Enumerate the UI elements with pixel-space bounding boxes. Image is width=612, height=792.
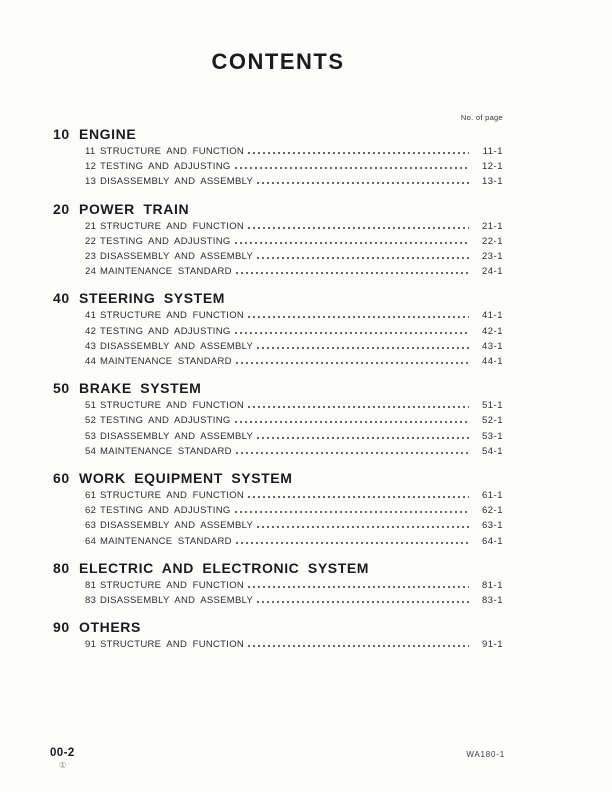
- entry-number: 64: [85, 535, 97, 547]
- section-title: BRAKE SYSTEM: [79, 380, 202, 397]
- footer-left: [50, 747, 75, 770]
- entry-page-number: 83-1: [481, 595, 503, 607]
- dot-leader: [235, 167, 469, 169]
- entry-number: 41: [85, 310, 97, 322]
- entry-page-number: 63-1: [481, 520, 503, 532]
- entry-number: 83: [85, 595, 97, 607]
- section-title: POWER TRAIN: [79, 200, 190, 217]
- section-entries: [53, 578, 503, 608]
- entry-label: STRUCTURE AND FUNCTION: [100, 579, 245, 591]
- entry-number: 62: [85, 505, 97, 517]
- dot-leader: [235, 511, 469, 513]
- dot-leader: [235, 242, 469, 244]
- toc-entry: [85, 308, 503, 323]
- section-number: 10: [53, 126, 70, 142]
- section-heading: [53, 291, 503, 306]
- entry-page-number: 52-1: [481, 415, 503, 427]
- page-number-column-header: No. of page: [460, 113, 503, 122]
- contents-column: [53, 0, 503, 652]
- entry-label: TESTING AND ADJUSTING: [100, 325, 231, 337]
- section-entries: [53, 308, 503, 369]
- entry-label: STRUCTURE AND FUNCTION: [100, 400, 245, 412]
- toc-entry: [85, 354, 503, 369]
- entry-page-number: 42-1: [481, 325, 503, 337]
- toc-entry: [85, 249, 503, 264]
- entry-number: 43: [85, 340, 97, 352]
- entry-number: 61: [85, 490, 97, 502]
- section-title: WORK EQUIPMENT SYSTEM: [79, 470, 293, 487]
- entry-page-number: 23-1: [481, 251, 503, 263]
- entry-label: DISASSEMBLY AND ASSEMBLY: [100, 340, 254, 352]
- toc-entry: [85, 398, 503, 413]
- section-title: ENGINE: [79, 126, 137, 142]
- dot-leader: [248, 406, 469, 408]
- entry-label: DISASSEMBLY AND ASSEMBLY: [100, 595, 254, 607]
- entry-label: DISASSEMBLY AND ASSEMBLY: [100, 520, 254, 532]
- section-entries: [53, 398, 503, 459]
- dot-leader: [236, 542, 469, 544]
- entry-page-number: 91-1: [481, 639, 503, 651]
- entry-page-number: 24-1: [481, 266, 503, 278]
- entry-page-number: 64-1: [481, 535, 503, 547]
- entry-number: 12: [85, 161, 97, 173]
- entry-number: 24: [85, 266, 97, 278]
- toc-entry: [85, 339, 503, 354]
- toc-section: [53, 620, 503, 652]
- entry-page-number: 61-1: [481, 490, 503, 502]
- entry-page-number: 22-1: [481, 235, 503, 247]
- entry-number: 54: [85, 445, 97, 457]
- section-heading: [53, 127, 503, 142]
- toc-entry: [85, 534, 503, 549]
- dot-leader: [257, 437, 469, 439]
- dot-leader: [257, 347, 469, 349]
- toc-section: [53, 561, 503, 608]
- toc-entry: [85, 219, 503, 234]
- toc-entry: [85, 429, 503, 444]
- entry-number: 81: [85, 579, 97, 591]
- entry-label: TESTING AND ADJUSTING: [100, 161, 231, 173]
- entry-label: STRUCTURE AND FUNCTION: [100, 639, 245, 651]
- entry-page-number: 13-1: [481, 176, 503, 188]
- entry-label: MAINTENANCE STANDARD: [100, 445, 232, 457]
- dot-leader: [248, 645, 469, 647]
- entry-page-number: 62-1: [481, 505, 503, 517]
- toc-entry: [85, 159, 503, 174]
- section-title: ELECTRIC AND ELECTRONIC SYSTEM: [79, 559, 370, 576]
- toc-entry: [85, 324, 503, 339]
- dot-leader: [248, 152, 469, 154]
- dot-leader: [257, 257, 469, 259]
- revision-mark: ①: [59, 760, 67, 770]
- dot-leader: [257, 526, 469, 528]
- entry-label: STRUCTURE AND FUNCTION: [100, 490, 245, 502]
- entry-label: STRUCTURE AND FUNCTION: [100, 310, 245, 322]
- section-entries: [53, 219, 503, 280]
- entry-label: DISASSEMBLY AND ASSEMBLY: [100, 176, 254, 188]
- toc-section: [53, 127, 503, 190]
- section-number: 60: [53, 470, 70, 487]
- dot-leader: [236, 452, 469, 454]
- entry-label: TESTING AND ADJUSTING: [100, 415, 231, 427]
- toc-entry: [85, 174, 503, 189]
- section-heading: [53, 561, 503, 576]
- toc-section: [53, 381, 503, 459]
- entry-number: 42: [85, 325, 97, 337]
- toc-section: [53, 471, 503, 549]
- entry-label: STRUCTURE AND FUNCTION: [100, 146, 245, 157]
- entry-label: MAINTENANCE STANDARD: [100, 535, 232, 547]
- toc-entry: [85, 503, 503, 518]
- footer-model-code: WA180-1: [466, 750, 505, 759]
- entry-page-number: 44-1: [481, 356, 503, 368]
- toc-entry: [85, 637, 503, 652]
- section-entries: [53, 637, 503, 652]
- section-heading: [53, 471, 503, 486]
- toc-section: [53, 291, 503, 369]
- section-entries: [53, 144, 503, 190]
- dot-leader: [248, 227, 469, 229]
- dot-leader: [235, 332, 469, 334]
- entry-number: 52: [85, 415, 97, 427]
- entry-number: 11: [85, 146, 96, 157]
- section-heading: [53, 381, 503, 396]
- entry-page-number: 81-1: [481, 579, 503, 591]
- dot-leader: [236, 362, 469, 364]
- entry-label: TESTING AND ADJUSTING: [100, 505, 231, 517]
- toc-entry: [85, 488, 503, 503]
- entry-number: 51: [85, 400, 97, 412]
- table-of-contents: [53, 127, 503, 652]
- dot-leader: [248, 496, 469, 498]
- entry-label: TESTING AND ADJUSTING: [100, 235, 231, 247]
- dot-leader: [248, 586, 469, 588]
- entry-page-number: 54-1: [481, 445, 503, 457]
- section-number: 50: [53, 380, 70, 397]
- section-title: STEERING SYSTEM: [79, 290, 226, 307]
- entry-number: 22: [85, 235, 97, 247]
- dot-leader: [248, 316, 469, 318]
- toc-entry: [85, 518, 503, 533]
- section-heading: [53, 202, 503, 217]
- toc-entry: [85, 444, 503, 459]
- dot-leader: [257, 182, 469, 184]
- section-title: OTHERS: [79, 619, 141, 636]
- entry-label: DISASSEMBLY AND ASSEMBLY: [100, 430, 254, 442]
- entry-page-number: 11-1: [482, 146, 503, 157]
- entry-label: MAINTENANCE STANDARD: [100, 266, 232, 278]
- toc-entry: [85, 593, 503, 608]
- footer-page-number: 00-2: [50, 747, 75, 759]
- section-heading: [53, 620, 503, 635]
- entry-page-number: 51-1: [481, 400, 503, 412]
- section-number: 20: [53, 200, 70, 217]
- entry-label: STRUCTURE AND FUNCTION: [100, 220, 245, 232]
- entry-label: DISASSEMBLY AND ASSEMBLY: [100, 251, 254, 263]
- entry-page-number: 12-1: [481, 161, 503, 173]
- toc-entry: [85, 264, 503, 279]
- entry-number: 53: [85, 430, 97, 442]
- entry-page-number: 21-1: [481, 220, 503, 232]
- toc-entry: [85, 234, 503, 249]
- section-number: 90: [53, 619, 70, 636]
- entry-page-number: 53-1: [481, 430, 503, 442]
- entry-number: 21: [85, 220, 97, 232]
- page-title: CONTENTS: [211, 49, 345, 74]
- toc-entry: [85, 413, 503, 428]
- entry-number: 44: [85, 356, 97, 368]
- entry-number: 13: [85, 176, 97, 188]
- entry-page-number: 41-1: [481, 310, 503, 322]
- entry-number: 63: [85, 520, 97, 532]
- section-number: 80: [53, 559, 70, 576]
- toc-entry: [85, 144, 503, 159]
- entry-label: MAINTENANCE STANDARD: [100, 356, 232, 368]
- dot-leader: [235, 421, 469, 423]
- entry-number: 91: [85, 639, 97, 651]
- toc-section: [53, 202, 503, 280]
- toc-entry: [85, 578, 503, 593]
- section-number: 40: [53, 290, 70, 307]
- entry-page-number: 43-1: [481, 340, 503, 352]
- dot-leader: [236, 272, 469, 274]
- section-entries: [53, 488, 503, 549]
- entry-number: 23: [85, 251, 97, 263]
- dot-leader: [257, 601, 469, 603]
